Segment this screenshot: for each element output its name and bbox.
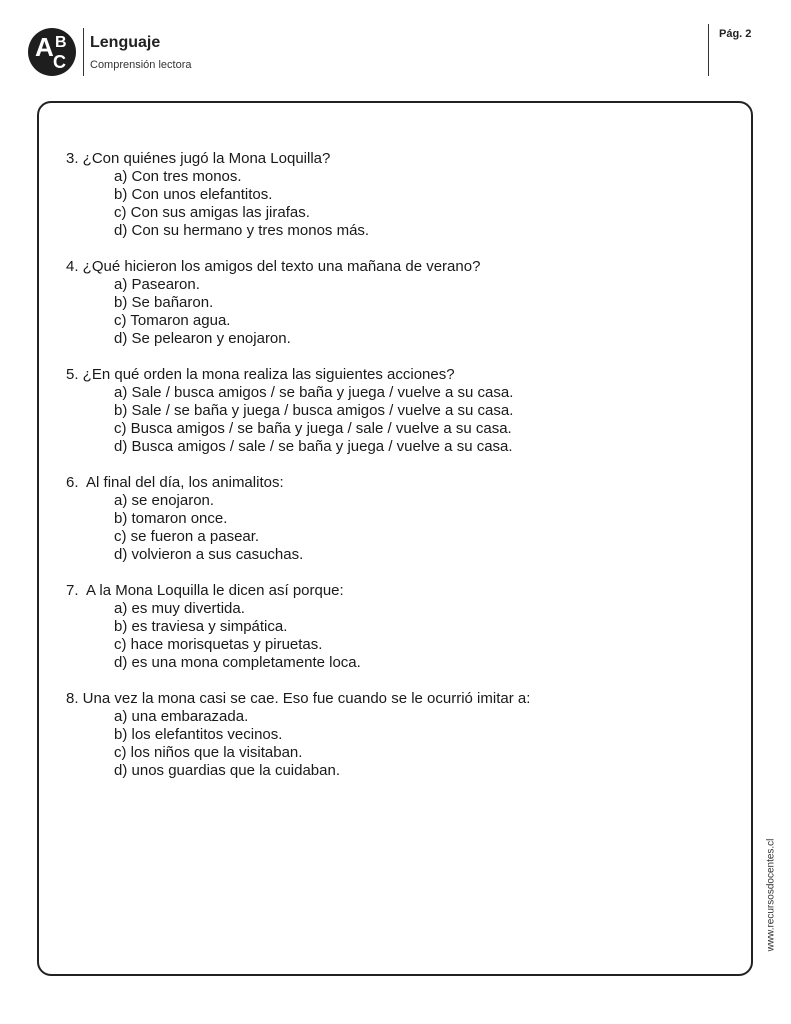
logo-letter-c: C: [53, 52, 66, 72]
option-d: d) volvieron a sus casuchas.: [114, 546, 304, 563]
question-4: [66, 258, 736, 348]
question-5: [66, 366, 736, 456]
question-7: [66, 582, 736, 672]
option-a: a) una embarazada.: [114, 708, 249, 725]
question-text: 4. ¿Qué hicieron los amigos del texto una mañana de verano?: [66, 258, 481, 275]
option-b: b) tomaron once.: [114, 510, 228, 527]
abc-logo: [28, 28, 76, 76]
option-d: d) Con su hermano y tres monos más.: [114, 222, 370, 239]
question-8: [66, 690, 736, 780]
option-c: c) Busca amigos / se baña y juega / sale / vuelve a su casa.: [114, 420, 512, 437]
question-text: 5. ¿En qué orden la mona realiza las siguientes acciones?: [66, 366, 455, 383]
option-c: c) Con sus amigas las jirafas.: [114, 204, 310, 221]
question-6: [66, 474, 736, 564]
option-d: d) es una mona completamente loca.: [114, 654, 361, 671]
option-c: c) hace morisquetas y piruetas.: [114, 636, 323, 653]
question-3: [66, 150, 736, 240]
section-subtitle: Comprensión lectora: [90, 59, 192, 71]
page-number: Pág. 2: [719, 28, 752, 40]
page-divider: [708, 24, 709, 76]
option-c: c) Tomaron agua.: [114, 312, 231, 329]
option-d: d) unos guardias que la cuidaban.: [114, 762, 340, 779]
option-d: d) Se pelearon y enojaron.: [114, 330, 291, 347]
question-text: 3. ¿Con quiénes jugó la Mona Loquilla?: [66, 150, 331, 167]
website-watermark: [764, 830, 778, 960]
subject-title: Lenguaje: [90, 34, 161, 51]
option-b: b) los elefantitos vecinos.: [114, 726, 283, 743]
question-text: 8. Una vez la mona casi se cae. Eso fue cuando se le ocurrió imitar a:: [66, 690, 531, 707]
option-a: a) Pasearon.: [114, 276, 200, 293]
logo-letter-b: B: [55, 34, 67, 51]
watermark-text: www.recursosdocentes.cl: [765, 838, 777, 952]
option-c: c) se fueron a pasear.: [114, 528, 260, 545]
question-text: 7. A la Mona Loquilla le dicen así porque:: [66, 582, 344, 599]
option-a: a) es muy divertida.: [114, 600, 245, 617]
option-b: b) es traviesa y simpática.: [114, 618, 288, 635]
option-b: b) Con unos elefantitos.: [114, 186, 273, 203]
header-divider: [83, 28, 84, 76]
option-b: b) Se bañaron.: [114, 294, 214, 311]
option-a: a) Con tres monos.: [114, 168, 242, 185]
option-a: a) se enojaron.: [114, 492, 215, 509]
option-d: d) Busca amigos / sale / se baña y juega / vuelve a su casa.: [114, 438, 513, 455]
questions-list: [66, 150, 736, 798]
question-text: 6. Al final del día, los animalitos:: [66, 474, 284, 491]
option-c: c) los niños que la visitaban.: [114, 744, 303, 761]
logo-letter-a: A: [35, 32, 54, 62]
option-b: b) Sale / se baña y juega / busca amigos / vuelve a su casa.: [114, 402, 514, 419]
option-a: a) Sale / busca amigos / se baña y juega / vuelve a su casa.: [114, 384, 514, 401]
